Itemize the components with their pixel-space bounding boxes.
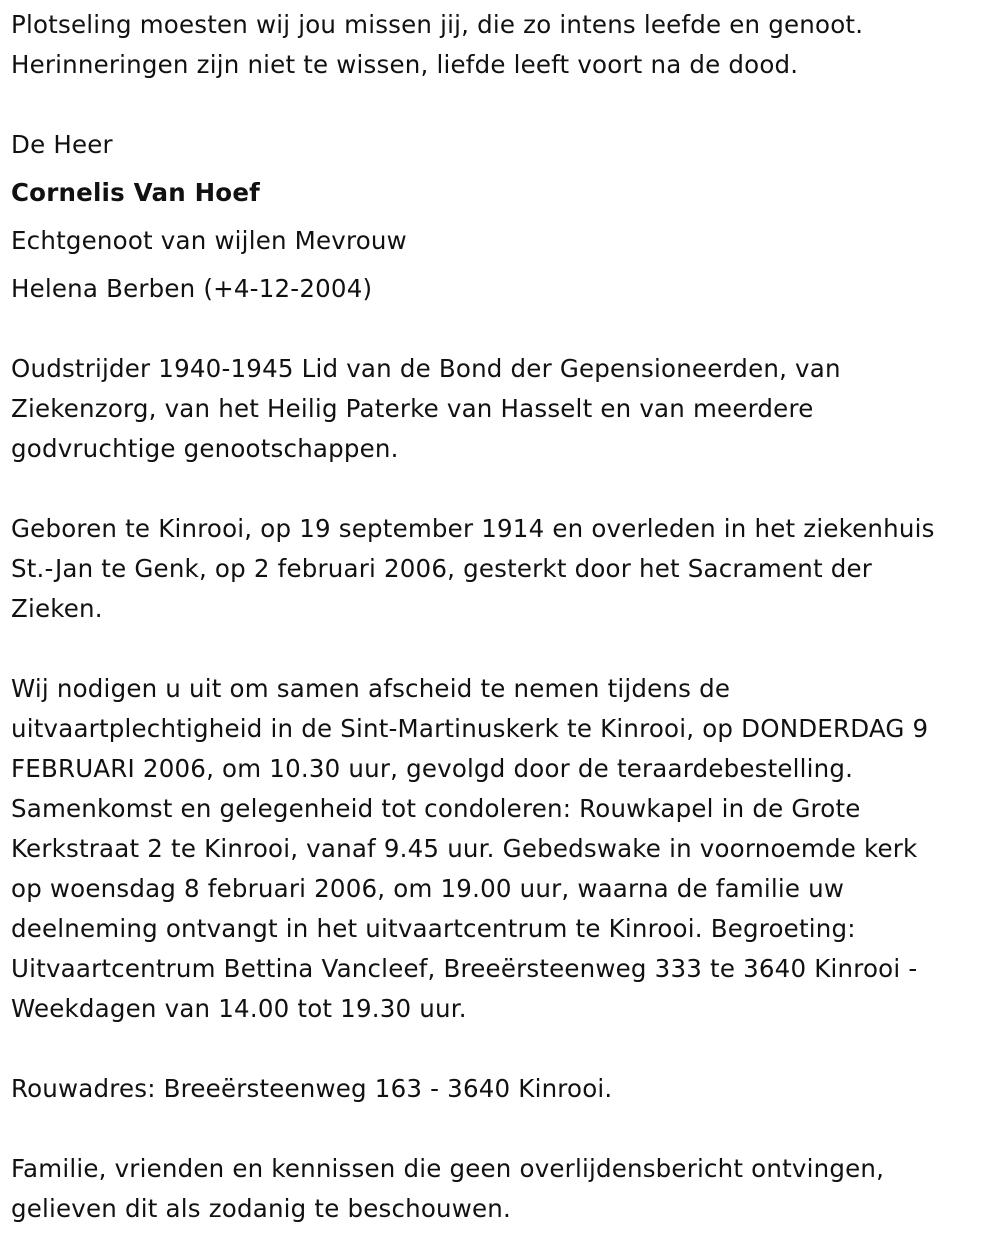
invitation-line-9: Weekdagen van 14.00 tot 19.30 uur.: [11, 994, 467, 1023]
invitation-line-4: Samenkomst en gelegenheid tot condoleren: Rouwkapel in de Grote: [11, 794, 861, 823]
mourning-address: Rouwadres: Breeërsteenweg 163 - 3640 Kinrooi.: [11, 1074, 613, 1103]
invitation-line-3: FEBRUARI 2006, om 10.30 uur, gevolgd door de teraardebestelling.: [11, 754, 854, 783]
birth-death-line-1: Geboren te Kinrooi, op 19 september 1914 en overleden in het ziekenhuis: [11, 514, 935, 543]
invitation-line-7: deelneming ontvangt in het uitvaartcentrum te Kinrooi. Begroeting:: [11, 914, 856, 943]
birth-death-line-2: St.-Jan te Genk, op 2 februari 2006, gesterkt door het Sacrament der: [11, 554, 873, 583]
spouse-line-1: Echtgenoot van wijlen Mevrouw: [11, 226, 407, 255]
invitation-line-1: Wij nodigen u uit om samen afscheid te nemen tijdens de: [11, 674, 731, 703]
honorific: De Heer: [11, 130, 113, 159]
invitation-line-8: Uitvaartcentrum Bettina Vancleef, Breeërsteenweg 333 te 3640 Kinrooi -: [11, 954, 918, 983]
invitation-line-5: Kerkstraat 2 te Kinrooi, vanaf 9.45 uur. Gebedswake in voornoemde kerk: [11, 834, 918, 863]
poem-line-1: Plotseling moesten wij jou missen jij, die zo intens leefde en genoot.: [11, 10, 864, 39]
memberships-line-1: Oudstrijder 1940-1945 Lid van de Bond der Gepensioneerden, van: [11, 354, 841, 383]
memberships-line-3: godvruchtige genootschappen.: [11, 434, 399, 463]
closing-line-1: Familie, vrienden en kennissen die geen overlijdensbericht ontvingen,: [11, 1154, 885, 1183]
poem-line-2: Herinneringen zijn niet te wissen, liefde leeft voort na de dood.: [11, 50, 799, 79]
memberships-line-2: Ziekenzorg, van het Heilig Paterke van Hasselt en van meerdere: [11, 394, 814, 423]
closing-line-2: gelieven dit als zodanig te beschouwen.: [11, 1194, 512, 1223]
birth-death-line-3: Zieken.: [11, 594, 103, 623]
invitation-line-6: op woensdag 8 februari 2006, om 19.00 uur, waarna de familie uw: [11, 874, 845, 903]
deceased-name: Cornelis Van Hoef: [11, 178, 260, 207]
invitation-line-2: uitvaartplechtigheid in de Sint-Martinuskerk te Kinrooi, op DONDERDAG 9: [11, 714, 929, 743]
spouse-line-2: Helena Berben (+4-12-2004): [11, 274, 373, 303]
